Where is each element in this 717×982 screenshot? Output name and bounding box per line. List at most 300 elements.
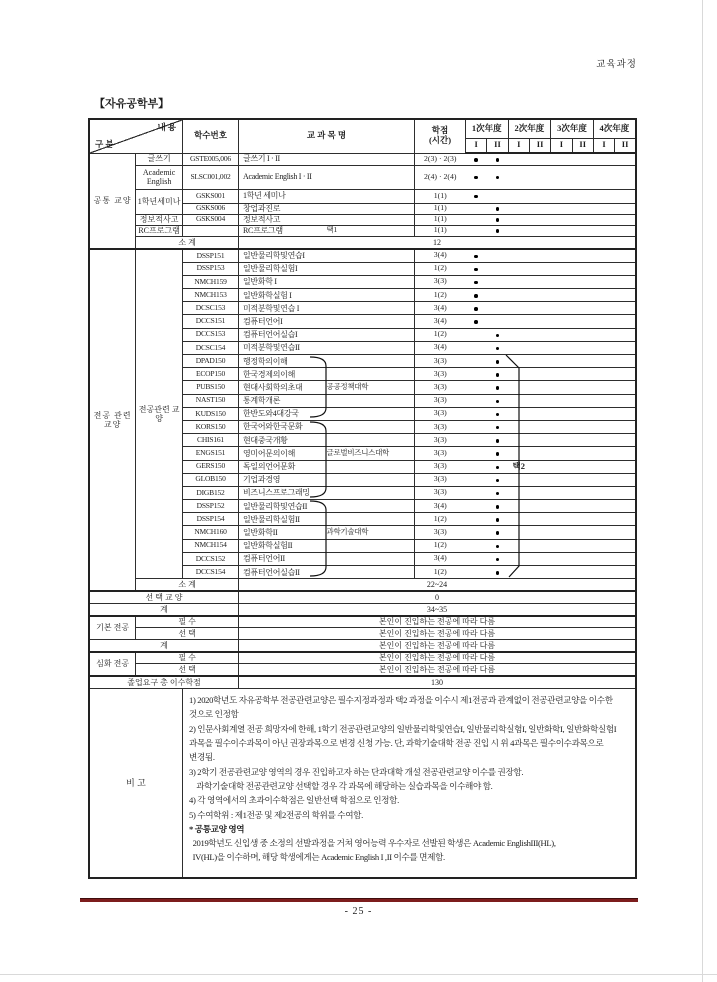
semester-dot-cell [551,289,572,302]
credit-cell: 3(3) [415,381,466,394]
group-label-common: 공통 교양 [89,153,136,249]
summary-row [89,652,636,664]
credit-cell: 1(2) [415,539,466,552]
course-code-cell: GSKS006 [183,203,239,214]
semester-dot-cell [593,552,614,565]
course-code-cell: NMCH153 [183,289,239,302]
college-label-empty [327,552,415,565]
remark-line: 과학기술대학 전공관련교양 선택할 경우 각 과목에 해당하는 실습과목을 이수해야 함. [189,780,493,791]
semester-dot-cell [529,447,550,460]
scan-edge-right [702,0,703,982]
semester-dot-cell [572,486,593,499]
page-number: - 25 - [344,906,373,917]
course-dot [474,268,478,272]
course-name-cell: 비즈니스프로그래밍 [239,486,327,499]
semester-dot-cell [593,189,614,203]
semester-dot-cell [529,552,550,565]
semester-dot-cell [487,513,508,526]
credit-cell: 3(3) [415,355,466,368]
course-code-cell: NMCH159 [183,275,239,288]
semester-dot-cell [487,262,508,275]
semester-dot-cell [487,368,508,381]
course-code-cell: DCSC154 [183,341,239,354]
credit-cell: 3(3) [415,275,466,288]
semester-dot-cell [615,381,636,394]
semester-dot-cell [487,165,508,189]
semester-dot-cell [466,434,487,447]
semester-dot-cell [529,407,550,420]
course-dot [496,347,500,351]
semester-dot-cell [508,526,529,539]
semester-dot-cell [508,407,529,420]
semester-dot-cell [551,341,572,354]
summary-row [89,616,636,628]
college-label-empty [327,355,415,368]
header-year-4: 4次年度 [593,119,636,138]
course-name-cell: RC프로그램 [239,225,327,236]
subtotal-label: 소 계 [136,236,239,249]
semester-dot-cell [572,407,593,420]
header-course-title: 교 과 목 명 [239,119,415,153]
semester-dot-cell [593,394,614,407]
semester-dot-cell [615,552,636,565]
scan-edge-bottom [0,974,717,975]
remark-line: 과목을 필수이수과목이 아닌 권장과목으로 변경 신청 가능. 단, 과학기술대학 전공 진입 시 위 4과목은 필수이수과목으로 [189,738,604,749]
semester-dot-cell [572,153,593,165]
semester-dot-cell [466,513,487,526]
credit-cell: 3(4) [415,302,466,315]
semester-dot-cell [466,302,487,315]
course-code-cell: DCSC153 [183,302,239,315]
common-subtotal-row [89,236,636,249]
semester-dot-cell [551,262,572,275]
summary-label: 선 택 [136,628,239,640]
course-code-cell: DCCS151 [183,315,239,328]
diagonal-header-cell [89,119,183,153]
semester-dot-cell [508,552,529,565]
semester-dot-cell [466,552,487,565]
semester-dot-cell [487,189,508,203]
major-group-label: 기본 전공 [89,616,136,640]
curriculum-table [88,118,637,879]
semester-dot-cell [529,434,550,447]
course-code-cell: DSSP151 [183,249,239,262]
semester-dot-cell [551,460,572,473]
credit-cell: 2(4) · 2(4) [415,165,466,189]
course-code-cell: SLSC001,002 [183,165,239,189]
course-dot [474,307,478,311]
semester-dot-cell [508,315,529,328]
semester-dot-cell [572,262,593,275]
course-name-cell: 한국경제의이해 [239,368,327,381]
course-dot [496,452,500,456]
semester-dot-cell [615,500,636,513]
semester-dot-cell [508,341,529,354]
semester-dot-cell [593,473,614,486]
credit-cell: 1(2) [415,289,466,302]
semester-dot-cell [572,289,593,302]
course-name-cell: 일반화학실험II [239,539,327,552]
summary-row [89,664,636,676]
college-label-empty [327,328,415,341]
remark-line: 2019학년도 신입생 중 소정의 선발과정을 거쳐 영어능력 우수자로 선발된 학생은 Academic EnglishIII(HL), [189,838,556,849]
course-dot [496,400,500,404]
semester-dot-cell [551,486,572,499]
semester-dot-cell [593,315,614,328]
semester-dot-cell [529,328,550,341]
credit-cell: 3(3) [415,420,466,433]
semester-dot-cell [572,552,593,565]
semester-dot-cell [508,275,529,288]
course-code-cell: DSSP152 [183,500,239,513]
semester-dot-cell [615,526,636,539]
semester-dot-cell [466,407,487,420]
college-label-empty [327,341,415,354]
semester-dot-cell [466,539,487,552]
semester-dot-cell [529,526,550,539]
course-name-cell: 1학년 세미나 [239,189,415,203]
semester-dot-cell [508,368,529,381]
semester-dot-cell [529,189,550,203]
course-dot [474,195,478,199]
choose-one-label: 택1 [327,225,415,236]
subtotal-label: 소 계 [136,579,239,591]
semester-dot-cell [466,500,487,513]
course-name-cell: 일반화학II [239,526,327,539]
course-name-cell: 한국어와한국문화 [239,420,327,433]
header-year-3: 3次年度 [551,119,594,138]
credit-cell: 3(4) [415,341,466,354]
semester-dot-cell [551,526,572,539]
course-name-cell: Academic English I · II [239,165,415,189]
semester-dot-cell [487,460,508,473]
course-code-cell: GSTE005,006 [183,153,239,165]
course-name-cell: 일반물리학및연습I [239,249,327,262]
header-year-1: 1次年度 [466,119,509,138]
course-dot [496,229,500,233]
semester-dot-cell [593,447,614,460]
semester-dot-cell [572,355,593,368]
group-label-major-sub: 전공관련 교양 [136,249,183,579]
semester-dot-cell [593,420,614,433]
remark-line: IV(HL)을 이수하며, 해당 학생에게는 Academic English I ,II 이수를 면제함. [189,852,445,863]
remarks-label: 비 고 [89,689,183,878]
summary-row [89,628,636,640]
semester-dot-cell [466,355,487,368]
semester-dot-cell [487,315,508,328]
semester-dot-cell [529,539,550,552]
semester-dot-cell [529,214,550,225]
semester-dot-cell [529,566,550,579]
course-dot [496,492,500,496]
course-name-cell: 현대중국개황 [239,434,327,447]
semester-dot-cell [466,189,487,203]
major-course-row [89,249,636,262]
semester-dot-cell [615,153,636,165]
semester-dot-cell [572,473,593,486]
course-code-cell: DSSP154 [183,513,239,526]
semester-dot-cell [615,289,636,302]
semester-dot-cell [466,289,487,302]
semester-dot-cell [466,214,487,225]
semester-dot-cell [508,539,529,552]
semester-dot-cell [572,539,593,552]
semester-dot-cell [615,407,636,420]
semester-dot-cell [572,165,593,189]
summary-label: 필 수 [136,616,239,628]
semester-dot-cell [487,447,508,460]
semester-dot-cell [572,566,593,579]
course-name-cell: 정보적사고 [239,214,415,225]
semester-dot-cell [487,214,508,225]
header-sem-3-1: I [551,138,572,153]
semester-dot-cell [529,203,550,214]
semester-dot-cell [593,165,614,189]
semester-dot-cell [615,262,636,275]
semester-dot-cell [487,249,508,262]
semester-dot-cell [529,420,550,433]
semester-dot-cell [551,566,572,579]
course-dot [496,466,500,470]
semester-dot-cell [615,165,636,189]
college-label-empty [327,486,415,499]
credit-cell: 1(2) [415,262,466,275]
semester-dot-cell [466,486,487,499]
header-sem-2-1: I [508,138,529,153]
semester-dot-cell [551,249,572,262]
semester-dot-cell [615,214,636,225]
semester-dot-cell [593,539,614,552]
remark-line: * 공통교양 영역 [189,823,245,834]
course-name-cell: 일반화학 I [239,275,327,288]
semester-dot-cell [529,460,550,473]
semester-dot-cell [615,315,636,328]
course-dot [496,439,500,443]
credit-cell: 3(3) [415,473,466,486]
semester-dot-cell [508,153,529,165]
semester-dot-cell [615,447,636,460]
header-course-code: 학수번호 [183,119,239,153]
course-dot [496,207,500,211]
semester-dot-cell [615,473,636,486]
semester-dot-cell [487,407,508,420]
college-group-label: 공공정책대학 [327,381,415,394]
college-label-empty [327,407,415,420]
semester-dot-cell [508,289,529,302]
semester-dot-cell [551,275,572,288]
semester-dot-cell [529,262,550,275]
semester-dot-cell [572,328,593,341]
semester-dot-cell [615,460,636,473]
semester-dot-cell [529,394,550,407]
course-code-cell: ENGS151 [183,447,239,460]
semester-dot-cell [551,328,572,341]
course-code-cell: KUDS150 [183,407,239,420]
college-group-label: 글로벌비즈니스대학 [327,447,415,460]
semester-dot-cell [593,203,614,214]
semester-dot-cell [508,262,529,275]
semester-dot-cell [593,434,614,447]
semester-dot-cell [487,420,508,433]
semester-dot-cell [508,513,529,526]
semester-dot-cell [529,381,550,394]
summary-label: 계 [89,604,239,616]
course-name-cell: 현대사회학의초대 [239,381,327,394]
course-code-cell: CHIS161 [183,434,239,447]
course-name-cell: 일반물리학실험I [239,262,327,275]
semester-dot-cell [487,302,508,315]
course-dot [496,505,500,509]
semester-dot-cell [551,214,572,225]
semester-dot-cell [551,165,572,189]
semester-dot-cell [551,355,572,368]
credit-cell: 3(3) [415,394,466,407]
header-sem-3-2: II [572,138,593,153]
semester-dot-cell [508,189,529,203]
semester-dot-cell [572,249,593,262]
course-name-cell: 컴퓨터언어II [239,552,327,565]
course-dot [496,545,500,549]
remark-line: 5) 수여학위 : 제1전공 및 제2전공의 학위를 수여함. [189,809,363,820]
summary-row [89,591,636,604]
semester-dot-cell [593,153,614,165]
semester-dot-cell [572,434,593,447]
college-label-empty [327,249,415,262]
college-label-empty [327,394,415,407]
table-header [89,119,636,153]
college-label-empty [327,302,415,315]
semester-dot-cell [593,289,614,302]
course-name-cell: 일반화학실험 I [239,289,327,302]
semester-dot-cell [487,394,508,407]
semester-dot-cell [487,473,508,486]
credit-cell: 1(1) [415,225,466,236]
semester-dot-cell [593,275,614,288]
semester-dot-cell [551,368,572,381]
college-label-empty [327,368,415,381]
semester-dot-cell [487,225,508,236]
semester-dot-cell [508,473,529,486]
college-label-empty [327,315,415,328]
semester-dot-cell [572,315,593,328]
course-dot [496,518,500,522]
college-label-empty [327,262,415,275]
header-sem-4-2: II [615,138,636,153]
semester-dot-cell [551,473,572,486]
semester-dot-cell [508,249,529,262]
semester-dot-cell [508,447,529,460]
semester-dot-cell [615,275,636,288]
semester-dot-cell [572,203,593,214]
semester-dot-cell [487,539,508,552]
course-dot [496,531,500,535]
semester-dot-cell [615,539,636,552]
semester-dot-cell [572,460,593,473]
semester-dot-cell [572,394,593,407]
course-name-cell: 기업과경영 [239,473,327,486]
semester-dot-cell [551,552,572,565]
semester-dot-cell [572,189,593,203]
semester-dot-cell [593,368,614,381]
semester-dot-cell [615,355,636,368]
college-label-empty [327,539,415,552]
choose-two-label: 택2 [512,460,526,471]
semester-dot-cell [508,225,529,236]
semester-dot-cell [529,500,550,513]
credit-cell: 3(4) [415,315,466,328]
semester-dot-cell [615,368,636,381]
common-course-row [89,225,636,236]
course-name-cell: 컴퓨터언어실습I [239,328,327,341]
semester-dot-cell [529,153,550,165]
semester-dot-cell [508,500,529,513]
semester-dot-cell [487,203,508,214]
summary-label: 선 택 [136,664,239,676]
semester-dot-cell [572,500,593,513]
area-label: 정보적사고 [136,214,183,225]
course-name-cell: 독일의언어문화 [239,460,327,473]
semester-dot-cell [529,289,550,302]
semester-dot-cell [593,381,614,394]
semester-dot-cell [593,249,614,262]
semester-dot-cell [487,500,508,513]
course-dot [474,294,478,298]
semester-dot-cell [487,566,508,579]
course-dot [496,176,500,180]
college-label-empty [327,513,415,526]
course-code-cell: GERS150 [183,460,239,473]
credit-cell: 3(3) [415,434,466,447]
header-credit-top: 학점 [431,125,449,136]
semester-dot-cell [551,153,572,165]
credit-cell: 1(1) [415,189,466,203]
course-dot [496,558,500,562]
semester-dot-cell [593,566,614,579]
semester-dot-cell [508,420,529,433]
semester-dot-cell [593,262,614,275]
semester-dot-cell [529,275,550,288]
semester-dot-cell [466,249,487,262]
semester-dot-cell [551,381,572,394]
semester-dot-cell [593,225,614,236]
credit-cell: 1(2) [415,566,466,579]
semester-dot-cell [615,328,636,341]
semester-dot-cell [572,447,593,460]
semester-dot-cell [615,566,636,579]
semester-dot-cell [508,214,529,225]
course-name-cell: 한반도와4대강국 [239,407,327,420]
header-sem-1-2: II [487,138,508,153]
course-code-cell: DCCS154 [183,566,239,579]
college-label-empty [327,434,415,447]
header-year-2: 2次年度 [508,119,551,138]
summary-value: 본인이 진입하는 전공에 따라 다름 [239,616,637,628]
semester-dot-cell [529,225,550,236]
header-credit-bottom: (시간) [428,135,452,146]
semester-dot-cell [466,262,487,275]
summary-label: 선 택 교 양 [89,591,239,604]
summary-row [89,640,636,652]
college-label-empty [327,473,415,486]
subtotal-value: 22~24 [239,579,637,591]
footer-rule [80,898,638,902]
credit-cell: 1(2) [415,513,466,526]
credit-cell: 3(3) [415,460,466,473]
summary-value: 본인이 진입하는 전공에 따라 다름 [239,664,637,676]
semester-dot-cell [529,513,550,526]
semester-dot-cell [551,420,572,433]
summary-value: 본인이 진입하는 전공에 따라 다름 [239,628,637,640]
